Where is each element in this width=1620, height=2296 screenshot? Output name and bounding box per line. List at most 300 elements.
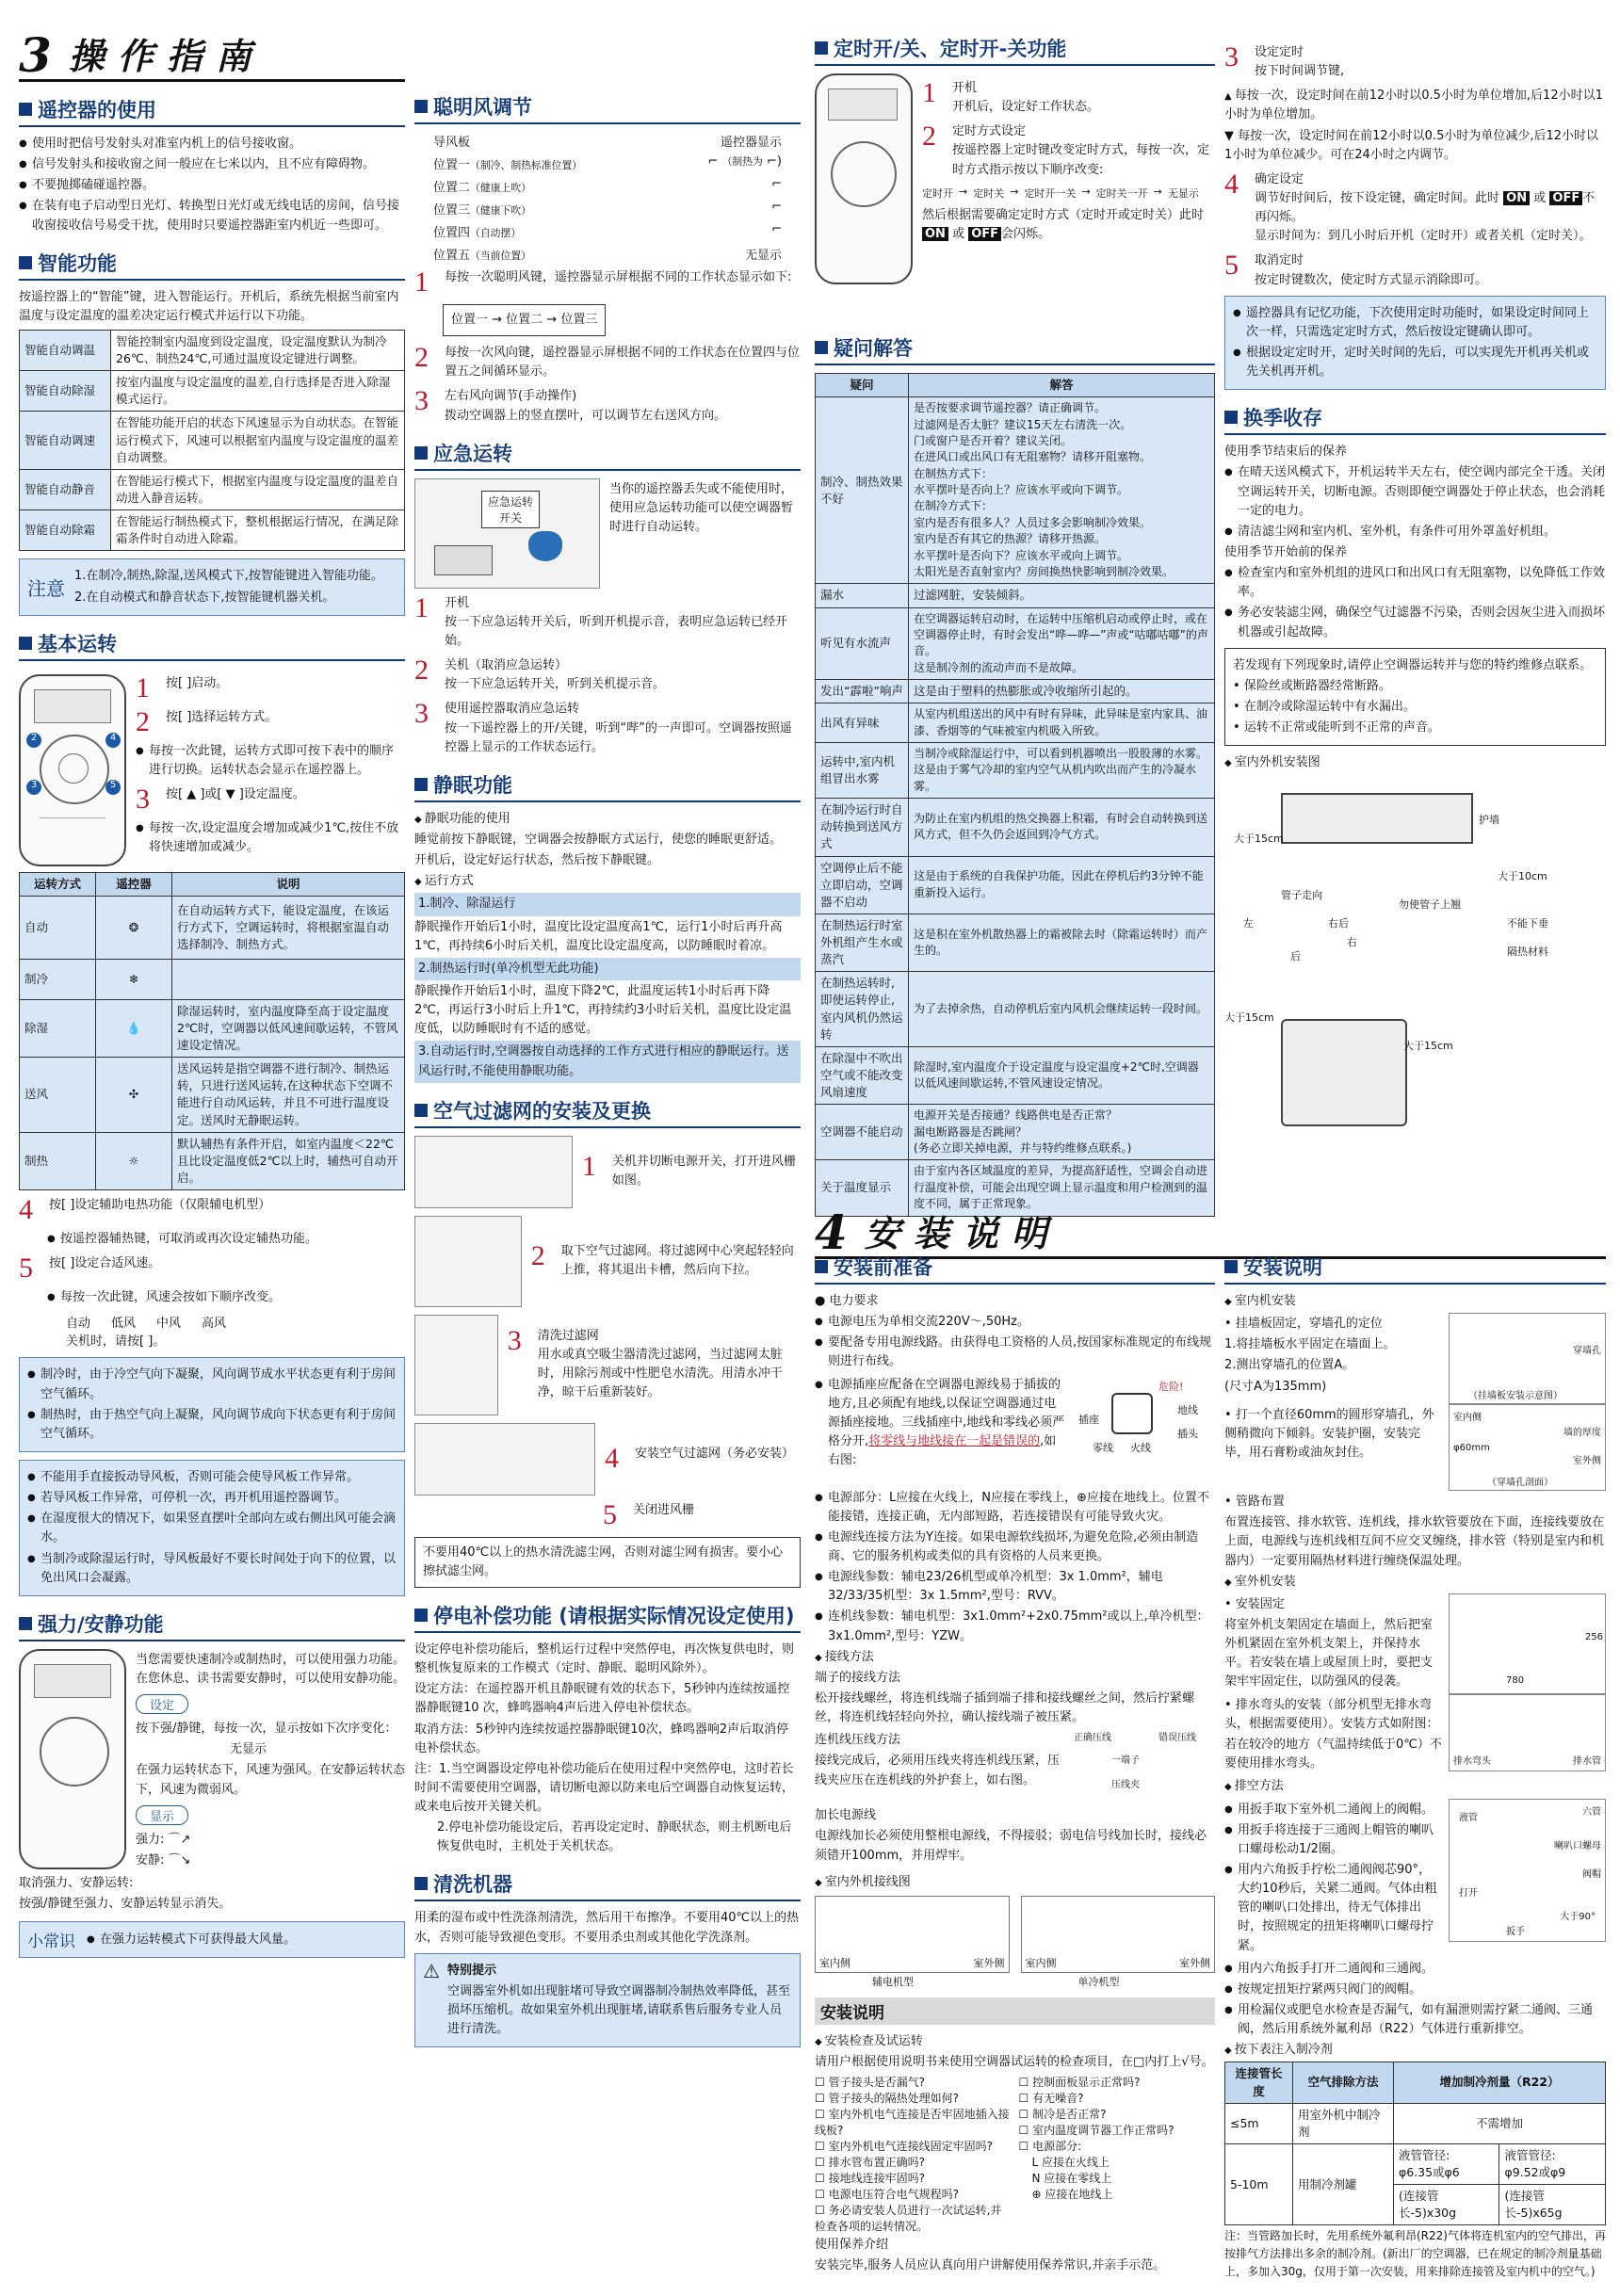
mounting-section (1224, 1313, 1606, 1404)
cell: 是否按要求调节遥控器？请正确调节。 过滤网是否太脏？建议15天左右清洗一次。 门或窗户是否开着？建议关闭。 在进风口或出风口有无阻塞物？请移开阻塞物。 在制热方式下： 水平摆叶是否向上？应该水平或向下调节。 在制冷方式下： 室内是否有很多人？人员过多会影响制冷效果。 室内是否有其它的热源？请移开热源。 水平摆叶是否向下？应该水平或向上调节。 太阳光是否直射室内？房间换热快影响到制冷效果。 (909, 397, 1215, 584)
step-text: 每按一次聪明风键，遥控器显示屏根据不同的工作状态显示如下: (445, 270, 792, 284)
cell: 不需增加 (1393, 2103, 1605, 2143)
step-text: 按一下遥控器上的开/关键，听到“哔”的一声即可。空调器按照遥控器上显示的工作状态运行。 (445, 720, 792, 754)
label: 780 (1506, 1674, 1525, 1686)
label: 256 (1584, 1631, 1603, 1642)
label: 阀帽 (1582, 1868, 1601, 1880)
position-row: 位置三（健康下吹） ⌐ (433, 200, 782, 218)
emergency-body (414, 478, 801, 589)
mode-table (19, 872, 405, 1190)
clean-warning (414, 1953, 801, 2048)
table-row (20, 330, 405, 370)
cell: 智能自动调速 (20, 412, 111, 469)
sun-icon: ☼ (96, 1132, 172, 1189)
cleaning-illustration (414, 1315, 498, 1415)
checklist (815, 2074, 1215, 2234)
text: 松开接线螺丝，将连机线端子插到端子排和接线螺丝之间，然后拧紧螺丝，将连机线轻轻向外拉，确认接线端子被压紧。 (815, 1690, 1195, 1725)
sleep-text: 静眠操作开始后1小时，温度比设定温度高1℃，运行1小时后再升高1℃，再持续6小时后关机，温度比设定温度高，以防睡眠时着凉。 (414, 919, 783, 953)
header-cell: 运转方式 (20, 872, 96, 896)
section-title: 聪明风调节 (433, 96, 532, 119)
section-season (1224, 403, 1606, 435)
header-cell: 空气排除方法 (1293, 2062, 1394, 2103)
table-row (816, 914, 1215, 971)
remote-control-illustration: 2 4 3 5 (19, 674, 126, 866)
warning-text: 将零线与地线接在一起是错误的 (868, 1433, 1041, 1448)
step-text: 会闪烁。 (1001, 226, 1051, 241)
text: 电源插座应配备在空调器电源线易于插拔的地方,且必须配有地线,以保证空调器通过电源插座接地。三线插座中,地线和零线必须严格分开, (828, 1377, 1065, 1448)
step-text: ▲ 每按一次，设定时间在前12小时以0.5小时为单位增加,后12小时以1小时为单位增加。 (1224, 87, 1606, 124)
position-row: 位置一（制冷、制热标准位置） ⌐ （制热为 ⌐) (433, 154, 782, 172)
smart-wind-step-3: 3 左右风向调节(手动操作) 拨动空调器上的竖直摆叶，可以调节左右送风方向。 (414, 385, 727, 423)
louver-warning-box (19, 1460, 405, 1596)
emergency-step-1: 1 开机 按一下应急运转开关后，听到开机提示音，表明应急运转已经开始。 (414, 591, 788, 648)
timer-confirm (922, 206, 1215, 244)
speed-label: 自动 (66, 1317, 91, 1332)
cell: 在智能运行模式下，根据室内温度与设定温度的温差自动进入静音运转。 (111, 469, 405, 509)
section-clean (414, 1869, 801, 1901)
label: 室外侧 (1573, 1456, 1601, 1467)
text: 打一个直径60mm的圆形穿墙孔，外侧稍微向下倾斜。安装护圈，安装完毕，用石膏粉或油灰封住。 (1224, 1408, 1434, 1461)
wall-hole-section (1224, 1404, 1606, 1491)
checkbox-item[interactable]: ☐ 室内外机电气连接线固定牢固吗? (815, 2140, 993, 2154)
sleep-text: 静眠操作开始后1小时，温度下降2℃，此温度运转1小时后再下降2℃，再运行3小时后上升1℃，再持续约3小时后关机，温度比设定温度低，以防睡眠时有不适的感觉。 (414, 983, 792, 1037)
table-row (816, 743, 1215, 799)
table-row (20, 959, 405, 999)
list-item: ● 制冷时，由于冷空气向下凝聚，风向调节成水平状态更有利于房间空气循环。 (27, 1366, 397, 1403)
cell: (连接管长-5)x30g (1393, 2185, 1499, 2225)
section-title: 疑问解答 (834, 337, 913, 360)
checkbox-item[interactable]: ☐ 管子接头是否漏气? (815, 2076, 925, 2090)
note-label: 注意 (27, 577, 65, 600)
socket-diagram (1074, 1374, 1215, 1487)
label: 危险! (1158, 1380, 1184, 1393)
timer-mode: 定时关一开 (1095, 186, 1148, 200)
indoor-unit (1281, 793, 1473, 844)
tip-box (19, 1921, 405, 1958)
faq-table (815, 373, 1215, 1217)
label: 右后 (1328, 917, 1349, 930)
checkbox-item[interactable]: ☐ 电源部分: (1018, 2140, 1082, 2154)
section-basic (19, 629, 405, 661)
cell: 智能自动除湿 (20, 371, 111, 412)
header-cell: 连接管长度 (1225, 2062, 1293, 2103)
timer-step-2: 2 定时方式设定 按遥控器上定时键改变定时方式，每按一次，定时方式指示按以下顺序改变: (922, 121, 1210, 177)
step-text: 按下时间调节键, (1255, 64, 1345, 79)
subtitle: ◆ 室内外机接线图 (815, 1873, 1215, 1892)
label: φ60mm (1453, 1443, 1490, 1454)
list-item: ● 用扳手将连接于三通阀上帽管的喇叭口螺母松动1/2圈。 (1224, 1821, 1443, 1859)
valve-diagram (1449, 1799, 1606, 1942)
label: （自动摆） (470, 227, 522, 239)
checkbox-label: 管子接头是否漏气? (828, 2076, 925, 2090)
label: 单冷机型 (1077, 1975, 1120, 1988)
speed-label: 中风 (156, 1317, 182, 1332)
strong-cancel: 按强/静键至强力、安静运转显示消失。 (19, 1897, 232, 1912)
install-prep-column (815, 1253, 1215, 2277)
list-item: • 保险丝或断路器经常断路。 (1233, 678, 1391, 693)
table-row (816, 972, 1215, 1047)
label: 室内侧 (1025, 1956, 1057, 1969)
header-cell: 遥控器 (96, 872, 172, 896)
list-item: ● 若导风板工作异常，可停机一次，再开机用遥控器调节。 (27, 1489, 397, 1508)
label: 排水管 (1573, 1755, 1601, 1767)
smart-table (19, 330, 405, 551)
emergency-intro: 当你的遥控器丢失或不能使用时，使用应急运转功能可以使空调器暂时进行自动运转。 (609, 481, 794, 534)
list-item: ● 制热时，由于热空气向上凝聚，风向调节成向下状态更有利于房间空气循环。 (27, 1406, 397, 1444)
label: 右 (1347, 936, 1357, 949)
subtitle: ◆ 按下表注入制冷剂 (1224, 2041, 1606, 2060)
table-row (816, 607, 1215, 680)
label: 护墙 (1479, 814, 1499, 827)
checkbox-item[interactable]: ☐ 接地线连接牢固吗? (815, 2172, 925, 2186)
label: 墙的厚度 (1563, 1428, 1601, 1439)
sleep-mode-title: 3.自动运行时,空调器按自动选择的工作方式进行相应的静眠运行。送风运行时,不能使用静眠功能。 (414, 1041, 801, 1082)
cell: 用室外机中制冷剂 (1293, 2103, 1394, 2143)
section-smart-wind (414, 92, 801, 124)
label: 正确压线 (1074, 1733, 1111, 1744)
filter-install-illustration (414, 1423, 595, 1496)
label: 位置四 (433, 226, 471, 240)
table-row (816, 397, 1215, 584)
smart-wind-step-1: 1 每按一次聪明风键，遥控器显示屏根据不同的工作状态显示如下: (414, 267, 792, 298)
outdoor-bracket-diagram (1449, 1593, 1606, 1694)
label: 室内侧 (819, 1956, 850, 1969)
clamp-diagram (1074, 1729, 1215, 1804)
refrigerant-table (1224, 2062, 1606, 2225)
step-text: 关机（取消应急运转） (445, 658, 568, 673)
text: 若在较冷的地方（气温持续低于0℃）不要使用排水弯头。 (1224, 1738, 1442, 1771)
step-text: 或 (952, 226, 965, 241)
checkbox-label: 电源电压符合电气规程吗? (828, 2188, 959, 2202)
step-text: 显示时间为：到几小时后开机（定时开）或者关机（定时关）。 (1255, 229, 1592, 244)
subtitle: ◆ 安装检查及试运转 (815, 2032, 1215, 2051)
quiet-label: 安静: ⌒↘ (136, 1852, 191, 1868)
text: 管路布置 (1235, 1495, 1285, 1510)
step-text: 然后根据需要确定定时方式（定时开或定时关）此时 (922, 207, 1205, 222)
subtitle: 连机线压线方法 (815, 1733, 901, 1748)
smart-note (19, 558, 405, 615)
step-item: • 排水弯头的安装（部分机型无排水弯头，根据需要使用）。安装方式如附图： (1224, 1697, 1439, 1731)
label: 大于90° (1560, 1911, 1596, 1922)
cell: 在智能运行制热模式下，整机根据运行情况，在满足除霜条件时自动进入除霜。 (111, 510, 405, 551)
timer-step-3: 3 设定定时 按下时间调节键, (1224, 41, 1345, 79)
checkbox-item[interactable]: ☐ 有无噪音? (1018, 2092, 1084, 2106)
snowflake-icon: ❄ (96, 959, 172, 999)
label: 零线 (1093, 1441, 1113, 1454)
checkbox-item[interactable]: ☐ 电源电压符合电气规程吗? (815, 2188, 959, 2202)
season-subtitle: 使用季节结束后的保养 (1224, 445, 1348, 460)
step-text: 不再闪烁。 (1255, 190, 1596, 225)
cell: 漏水 (816, 584, 909, 607)
fan-speed-sequence (66, 1313, 405, 1331)
cell: 默认辅热有条件开启，如室内温度＜22℃且比设定温度低2℃以上时，辅热可自动开启。 (172, 1132, 405, 1189)
checkbox-item[interactable]: ☐ 控制面板显示正常吗? (1018, 2076, 1141, 2090)
checkbox-item[interactable]: ☐ 室内外机电气连接是否牢固地插入接线板? (815, 2108, 1010, 2138)
section-timer (815, 34, 1215, 66)
clamp-section (815, 1729, 1215, 1804)
tip-text: ● 在强力运转模式下可获得最大风量。 (87, 1931, 296, 1949)
label: 室内侧 (1453, 1413, 1482, 1424)
chapter-number: 3 (19, 27, 52, 83)
section-title: 安装说明 (820, 2003, 884, 2023)
list-item: ● 不能用手直接扳动导风板，否则可能会使导风板工作异常。 (27, 1468, 397, 1487)
section-title: 停电补偿功能 (请根据实际情况设定使用) (433, 1604, 795, 1627)
checkbox-item[interactable]: ☐ 务必请安装人员进行一次试运转,并检查各项的运转情况。 (815, 2204, 1002, 2234)
chapter-title: 操作指南 (68, 35, 265, 77)
show-badge: 显示 (136, 1805, 188, 1825)
checkbox-item[interactable]: ☐ 室内温度调节器工作正常吗? (1018, 2124, 1174, 2138)
text: 排水弯头的安装（部分机型无排水弯头，根据需要使用）。安装方式如附图： (1224, 1697, 1439, 1731)
basic-step-4: 4 按[ ]设定辅助电热功能（仅限辅电机型） (19, 1194, 271, 1226)
filter-step-3: 3 清洗过滤网 用水或真空吸尘器清洗过滤网，当过滤网太脏时，用除污剂或中性肥皂水清洗。用清水冲干净，晾干后重新装好。 (414, 1315, 801, 1415)
cell: 送风运转是指空调器不进行制冷、制热运转，只进行送风运转,在这种状态下空调不能进行自动风运转，并且不可进行温度设定。送风时无静眠运转。 (172, 1058, 405, 1133)
position-row (433, 245, 782, 263)
section-prep (815, 1253, 1215, 1285)
checkbox-item[interactable]: ☐ 管子接头的隔热处理如何? (815, 2092, 959, 2106)
cell: 空调停止后不能立即启动，空调器不启动 (816, 856, 909, 914)
step-text: 按[ ]设定合适风速。 (49, 1256, 161, 1271)
basic-step-3: 3 按[ ▲ ]或[ ▼ ]设定温度。 (136, 783, 305, 815)
label: 穿墙孔 (1573, 1346, 1601, 1357)
table-row (816, 1105, 1215, 1160)
table-row (20, 999, 405, 1057)
section-title: 应急运转 (433, 442, 512, 465)
step-text: 按一下应急运转开关，听到关机提示音。 (445, 677, 666, 692)
note-text: 注：当管路加长时，先用系统外氟利昂(R22)气体将连机室内的空气排出，再按排气方法排出多余的制冷剂。(新出厂的空调器，已在规定的制冷剂量基础上，多加入30g，仅用于第一次安装，用来排除连接管及室内机中的空气。) (1224, 2229, 1606, 2278)
section-memory (414, 1601, 801, 1633)
chapter-title: 安装说明 (864, 1212, 1061, 1254)
list-item (815, 1376, 1068, 1485)
power-title: ● 电力要求 (815, 1294, 879, 1308)
cell: 这是由于塑料的热膨胀或冷收缩所引起的。 (909, 680, 1215, 703)
memory-text: 取消方法：5秒钟内连续按遥控器静眠键10次，蜂鸣器响2声后取消停电补偿状态。 (414, 1722, 789, 1755)
socket-section (815, 1374, 1215, 1487)
list-item: ● 在湿度很大的情况下，如果竖直摆叶全部向左或右侧出风可能会滴水。 (27, 1510, 397, 1547)
warning-title: 特别提示 (446, 1963, 496, 1978)
memory-text: 设定方法：在遥控器开机且静眠键有效的状态下，5秒钟内连续按遥控器静眠键10 次，蜂鸣器响4声后进入停电补偿状态。 (414, 1682, 790, 1716)
cell: 从室内机组送出的风中有时有异味，此异味是室内家具、油漆、香烟等的气味被室内机吸入所致。 (909, 703, 1215, 743)
timer-mode: 定时关 (973, 186, 1005, 200)
section-title: 遥控器的使用 (38, 99, 156, 121)
cell: 电源开关是否接通？线路供电是否正常？ 漏电断路器是否跳闸？ (务必立即关掉电源，并与特约维修点联系。) (909, 1105, 1215, 1160)
season-subtitle: 使用季节开始前的保养 (1224, 544, 1348, 559)
timer-mode: 无显示 (1167, 186, 1199, 200)
cell: 在除湿中不吹出空气或不能改变风扇速度 (816, 1046, 909, 1104)
chapter-4-header (815, 1188, 1606, 1259)
label: 辅电机型 (872, 1975, 914, 1988)
subtitle: 使用保养介绍 (815, 2238, 889, 2253)
label: 室外侧 (1179, 1956, 1210, 1969)
checkbox-label: 有无噪音? (1032, 2092, 1084, 2106)
timer-mode: 定时开一关 (1024, 186, 1077, 200)
note-line: 1.在制冷,制热,除湿,送风模式下,按智能键进入智能功能。 (74, 569, 383, 584)
drain-elbow-diagram (1449, 1694, 1606, 1771)
checkbox-label: 室内外机电气连接线固定牢固吗? (828, 2140, 993, 2154)
label: 六管 (1582, 1806, 1601, 1818)
label: 后 (1290, 950, 1301, 963)
label: （制热为 (721, 155, 763, 168)
season-warning-box (1224, 648, 1606, 747)
strong-text: 在强力运转状态下，风速为强风。在安静运转状态下，风速为微弱风。 (136, 1763, 406, 1797)
list-item: ● 用扳手取下室外机二通阀上的阀帽。 (1224, 1801, 1443, 1819)
label: 一端子 (1111, 1755, 1140, 1767)
airflow-tip-box (19, 1357, 405, 1452)
subtitle: ◆ 室内机安装 (1224, 1292, 1606, 1311)
fan-icon: ✣ (96, 1058, 172, 1133)
cell: 空调器不能启动 (816, 1105, 909, 1160)
table-row (816, 703, 1215, 743)
step-text: 取消定时 (1255, 253, 1304, 268)
label: 大于15cm (1224, 1011, 1274, 1025)
cell: 自动 (20, 896, 96, 959)
outdoor-mount-section (1224, 1593, 1606, 1694)
label: 安静: (136, 1852, 165, 1868)
label: 压线夹 (1111, 1780, 1140, 1791)
mounting-plate-diagram (1449, 1313, 1606, 1404)
note-line: 2.在自动模式和静音状态下,按智能键机器关机。 (74, 590, 335, 605)
label: 室外侧 (973, 1956, 1005, 1969)
text: 请用户根据使用说明书来使用空调器试运转的检查项目，在□内打上√号。 (815, 2054, 1214, 2069)
step-text: 开机 (445, 595, 470, 610)
table-row (816, 799, 1215, 856)
section-faq (815, 333, 1215, 365)
chapter-number: 4 (815, 1205, 848, 1260)
step-text: 按一下应急运转开关后，听到开机提示音，表明应急运转已经开始。 (445, 614, 788, 648)
label: 大于10cm (1498, 870, 1547, 883)
sleep-subtitle: ◆ 运行方式 (414, 872, 801, 891)
strong-text: 按下强/静键，每按一次，显示按如下次序变化： (136, 1722, 397, 1737)
step-text: 按[ ]启动。 (166, 675, 229, 690)
wiring-cooling-only (1021, 1896, 1216, 1988)
table-row (20, 371, 405, 412)
tip-label: 小常识 (27, 1932, 75, 1952)
checkbox-label: 室内外机电气连接是否牢固地插入接线板? (815, 2108, 1010, 2138)
emergency-step-3: 3 使用遥控器取消应急运转 按一下遥控器上的开/关键，听到“哔”的一声即可。空调器按照遥控器上显示的工作状态运行。 (414, 698, 792, 754)
basic-step-5: 5 按[ ]设定合适风速。 (19, 1253, 161, 1285)
cell: 智能自动静音 (20, 469, 111, 509)
cell: 除湿时,室内温度介于设定温度与设定温度+2℃时,空调器以低风速间歇运转,不管风速设定情况。 (909, 1046, 1215, 1104)
step-item: • 打一个直径60mm的圆形穿墙孔，外侧稍微向下倾斜。安装护圈，安装完毕，用石膏粉或油灰封住。 (1224, 1408, 1434, 1461)
step-text: 每按一次，设定时间在前12小时以0.5小时为单位减少,后12小时以1小时为单位减少。可在24小时之内调节。 (1224, 128, 1599, 162)
wall-hole-diagram (1449, 1404, 1606, 1491)
timer-body (815, 73, 1215, 284)
filter-warning: 不要用40℃以上的热水清洗滤尘网，否则对滤尘网有损害。要小心擦拭滤尘网。 (414, 1537, 801, 1588)
list-item: ● 清洁滤尘网和室内机、室外机，有条件可用外罩盖好机组。 (1224, 523, 1606, 542)
cell: 这是积在室外机散热器上的霜被除去时（除霜运转时）而产生的。 (909, 914, 1215, 971)
text: 1.将挂墙板水平固定在墙面上。 (1224, 1337, 1396, 1352)
list-item: ● 电源电压为单相交流220V～,50Hz。 (815, 1313, 1215, 1332)
cell: 在空调器运转启动时，在运转中压缩机启动或停止时，或在空调器停止时，有时会发出“哗—哗—”声或“咕嘟咕嘟”的声音。 这是制冷剂的流动声而不是故障。 (909, 607, 1215, 680)
memory-text: 注：1.当空调器设定停电补偿功能后在使用过程中突然停电，这时若长时间不需要使用空调器，请切断电源以防来电后空调器自动恢复运转，或来电后按开关键关机。 (414, 1761, 795, 1815)
text: 将室外机支架固定在墙面上，然后把室外机紧固在室外机支架上，并保持水平。若安装在墙上或屋顶上时，要把支架牢牢固定住，以防强风的侵袭。 (1224, 1617, 1434, 1690)
text: 安装固定 (1235, 1596, 1285, 1611)
cell: ≤5m (1225, 2103, 1293, 2143)
step-text: 设定定时 (1255, 45, 1304, 59)
label: 位置一 (433, 158, 471, 172)
table-row (20, 510, 405, 551)
chapter-3-header (19, 11, 405, 82)
set-badge: 设定 (136, 1694, 188, 1714)
cell: 为了去掉余热，自动停机后室内风机会继续运转一段时间。 (909, 972, 1215, 1047)
cell: 为防止在室内机组的热交换器上积霜，有时会自动转换到送风方式，但不久仍会返回到冷气方式。 (909, 799, 1215, 856)
list-item: ● 不要抛掷磕碰遥控器。 (19, 176, 405, 195)
list-item: ● 用检漏仪或肥皂水检查是否漏气，如有漏泄则需拧紧二通阀、三通阀，然后用系统外氟利昂（R22）气体进行重新排空。 (1224, 2001, 1606, 2039)
sleep-mode-title: 2.制热运行时(单冷机型无此功能) (414, 958, 801, 980)
list-item: ● 用内六角扳手拧松二通阀阀芯90°，大约10秒后，关紧二通阀。气体由粗管的喇叭口处排出，待无气体排出时，按照规定的扭矩将喇叭口螺母拧紧。 (1224, 1861, 1443, 1956)
basic-step-2: 2 按[ ]选择运转方式。 (136, 705, 278, 737)
checkbox-item[interactable]: ☐ 排水管布置正确吗? (815, 2156, 925, 2170)
section-strong (19, 1609, 405, 1641)
step-note: ● 每按一次此键，风速会按如下顺序改变。 (47, 1288, 405, 1307)
basic-steps (19, 669, 405, 866)
strong-label: 强力: ⌒↗ (136, 1832, 191, 1847)
cell: 智能控制室内温度到设定温度，设定温度默认为制冷26℃、制热24℃,可通过温度设定键进行调整。 (111, 330, 405, 370)
text: N 应接在零线上 (1031, 2172, 1112, 2186)
column-1 (19, 0, 405, 1958)
install-diagram (1224, 774, 1606, 1179)
list-item: ● 使用时把信号发射头对准室内机上的信号接收窗。 (19, 135, 405, 154)
cell: 制冷、制热效果不好 (816, 397, 909, 584)
subtitle: 端子的接线方法 (815, 1670, 901, 1685)
step-item: • 挂墙板固定，穿墙孔的定位 (1224, 1317, 1383, 1332)
checkbox-label: 控制面板显示正常吗? (1032, 2076, 1141, 2090)
warning-text: 空调器室外机如出现脏堵可导致空调器制冷制热效率降低，甚至损坏压缩机。故如果室外机出现脏堵,请联系售后服务专业人员进行清洗。 (446, 1983, 790, 2037)
section-title: 静眠功能 (433, 773, 512, 797)
sleep-mode-title: 1.制冷、除湿运行 (414, 893, 801, 915)
cell: 发出“霹啦”响声 (816, 680, 909, 703)
cell: 智能自动除霜 (20, 510, 111, 551)
label: 导风板 (433, 136, 471, 150)
indoor-unit-illustration (414, 1136, 573, 1208)
strong-intro: 当您需要快速制冷或制热时，可以使用强力功能。在您休息、读书需要安静时，可以使用安静功能。 (136, 1652, 406, 1686)
wiring-diagram (815, 1896, 1215, 1988)
section-title: 智能功能 (38, 251, 117, 275)
label: （穿墙孔剖面） (1487, 1478, 1553, 1489)
box-title: 若发现有下列现象时,请停止空调器运转并与您的特约维修点联系。 (1233, 657, 1593, 672)
step-text: 拨动空调器上的竖直摆叶，可以调节左右送风方向。 (445, 408, 727, 423)
step-text: 调节好时间后，按下设定键，确定时间。此时 (1255, 190, 1500, 205)
position-row: 位置四（自动摆） ⌐ (433, 222, 782, 240)
section-install (1224, 1253, 1606, 1285)
step-text-down: ▼ 每按一次，设定时间在前12小时以0.5小时为单位减少,后12小时以1小时为单位减少。可在24小时之内调节。 (1224, 128, 1599, 162)
outdoor-unit (1281, 1019, 1407, 1126)
table-row (816, 680, 1215, 703)
memory-text: 2.停电补偿功能设定后，若再设定定时、静眠状态，则主机断电后恢复供电时，主机处于关机状态。 (437, 1820, 792, 1854)
label: 电力要求 (829, 1294, 879, 1308)
text: 2.测出穿墙孔的位置A。 (1224, 1358, 1355, 1373)
purge-section (1224, 1799, 1606, 1958)
checkbox-item[interactable]: ☐ 制冷是否正常? (1018, 2108, 1107, 2122)
basic-step-1: 1 按[ ]启动。 (136, 671, 229, 703)
filter-step-1: 1 关机并切断电源开关，打开进风栅如图。 (414, 1136, 801, 1208)
cell: 听见有水流声 (816, 607, 909, 680)
section-title: 换季收存 (1243, 407, 1322, 430)
cell: 制热 (20, 1132, 96, 1189)
label: 遥控器显示 (720, 136, 782, 150)
label: 大于15cm (1234, 833, 1284, 846)
emergency-illustration (414, 478, 600, 589)
subtitle: ◆ 室外机安装 (1224, 1573, 1606, 1592)
header-cell: 增加制冷剂量（R22） (1393, 2062, 1605, 2103)
label: 插座 (1078, 1413, 1099, 1426)
auto-icon: ❂ (96, 896, 172, 959)
cell: 在制热运转时,即使运转停止,室内风机仍然运转 (816, 972, 909, 1047)
step-text: 按定时键数次，使定时方式显示消除即可。 (1255, 272, 1488, 287)
step-text: 每按一次风向键，遥控器显示屏根据不同的工作状态在位置四与位置五之间循环显示。 (445, 346, 801, 380)
table-row (20, 469, 405, 509)
list-item: ● 检查室内和室外机组的进风口和出风口有无阻塞物，以免降低工作效率。 (1224, 564, 1606, 602)
cell: 在制热运行时室外机组产生水或蒸汽 (816, 914, 909, 971)
